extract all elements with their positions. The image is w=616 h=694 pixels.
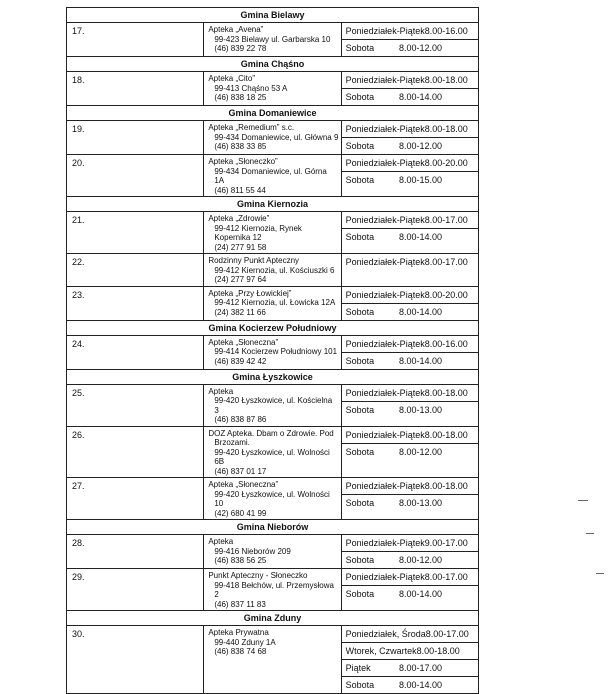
hours-time: 8.00-16.00 bbox=[424, 26, 468, 36]
opening-hours bbox=[341, 286, 478, 320]
gmina-header-row bbox=[67, 369, 479, 384]
hours-time: 8.00-18.00 bbox=[424, 429, 468, 440]
pharmacy-address: 99-416 Nieborów 209 bbox=[214, 546, 291, 556]
pharmacy-row bbox=[67, 384, 479, 426]
gmina-header-row bbox=[67, 611, 479, 626]
hours-time: 8.00-18.00 bbox=[424, 387, 468, 398]
hours-days: Sobota bbox=[345, 92, 375, 102]
pharmacy-hours-table bbox=[66, 7, 479, 694]
pharmacy-row bbox=[67, 569, 479, 611]
entry-number: 21. bbox=[67, 212, 204, 254]
hours-row bbox=[342, 303, 478, 320]
hours-row bbox=[342, 676, 478, 693]
pharmacy-row bbox=[67, 478, 479, 520]
hours-time: 8.00-17.00 bbox=[424, 572, 468, 582]
pharmacy-name: Apteka bbox=[208, 537, 234, 546]
pharmacy-phone: (46) 837 01 17 bbox=[214, 466, 267, 476]
gmina-title: Gmina Kocierzew Południowy bbox=[67, 320, 479, 335]
hours-time: 8.00-13.00 bbox=[398, 498, 442, 508]
hours-days: Poniedziałek-Piątek bbox=[345, 124, 425, 134]
hours-days: Sobota bbox=[345, 43, 375, 53]
hours-time: 8.00-17.00 bbox=[425, 629, 469, 639]
hours-row bbox=[342, 228, 478, 245]
gmina-title: Gmina Domaniewice bbox=[67, 106, 479, 121]
hours-row bbox=[342, 585, 478, 602]
pharmacy-row bbox=[67, 535, 479, 569]
pharmacy-address: 99-414 Kocierzew Południowy 101 bbox=[214, 347, 338, 356]
entry-number: 18. bbox=[67, 72, 204, 106]
pharmacy-address: 99-413 Chąśno 53 A bbox=[214, 83, 288, 93]
entry-number: 23. bbox=[67, 286, 204, 320]
pharmacy-address: 99-440 Zduny 1A bbox=[214, 637, 276, 647]
pharmacy-address: 99-412 Kiernozia, ul. Kościuszki 6 bbox=[214, 265, 335, 275]
pharmacy-address: 99-434 Domaniewice, ul. Górna 1A bbox=[214, 166, 327, 185]
hours-time: 8.00-13.00 bbox=[398, 404, 442, 415]
pharmacy-name: Apteka Prywatna bbox=[208, 628, 269, 637]
opening-hours bbox=[341, 426, 478, 478]
hours-days: Poniedziałek-Piątek bbox=[345, 75, 425, 85]
hours-row bbox=[342, 443, 478, 460]
hours-time: 8.00-12.00 bbox=[398, 555, 442, 565]
hours-row bbox=[342, 171, 478, 188]
pharmacy-phone: (46) 838 87 86 bbox=[214, 415, 267, 424]
pharmacy-details bbox=[204, 384, 341, 426]
pharmacy-phone: (46) 838 33 85 bbox=[214, 142, 267, 151]
hours-days: Poniedziałek-Piątek bbox=[345, 429, 425, 440]
gmina-header-row bbox=[67, 320, 479, 335]
hours-days: Sobota bbox=[345, 306, 375, 317]
entry-number: 29. bbox=[67, 569, 204, 611]
gmina-title: Gmina Kiernozia bbox=[67, 197, 479, 212]
pharmacy-phone: (42) 680 41 99 bbox=[214, 508, 267, 518]
hours-time: 8.00-12.00 bbox=[398, 446, 442, 457]
hours-row bbox=[342, 642, 478, 659]
pharmacy-address: 99-420 Łyszkowice, ul. Wolności 6B bbox=[214, 447, 330, 466]
gmina-title: Gmina Bielawy bbox=[67, 8, 479, 23]
hours-days: Poniedziałek-Piątek bbox=[345, 289, 425, 300]
gmina-header-row bbox=[67, 106, 479, 121]
hours-row bbox=[342, 336, 478, 352]
pharmacy-phone: (46) 838 18 25 bbox=[214, 93, 267, 102]
entry-number: 25. bbox=[67, 384, 204, 426]
entry-number: 30. bbox=[67, 626, 204, 694]
pharmacy-details bbox=[204, 535, 341, 569]
opening-hours bbox=[341, 335, 478, 369]
pharmacy-details bbox=[204, 569, 341, 611]
hours-days: Poniedziałek-Piątek bbox=[345, 26, 425, 36]
pharmacy-name: Apteka „Słoneczko” bbox=[208, 157, 278, 166]
opening-hours bbox=[341, 72, 478, 106]
pharmacy-details bbox=[204, 155, 341, 197]
opening-hours bbox=[341, 212, 478, 254]
hours-row bbox=[342, 659, 478, 676]
hours-row bbox=[342, 569, 478, 585]
pharmacy-details bbox=[204, 286, 341, 320]
hours-days: Poniedziałek-Piątek bbox=[345, 572, 425, 582]
opening-hours bbox=[341, 569, 478, 611]
pharmacy-name: Apteka „Przy Łowickiej” bbox=[208, 288, 292, 298]
hours-time: 8.00-18.00 bbox=[424, 75, 468, 85]
pharmacy-address: 99-420 Łyszkowice, ul. Kościelna 3 bbox=[214, 396, 333, 415]
pharmacy-details bbox=[204, 254, 341, 287]
hours-row bbox=[342, 551, 478, 568]
hours-time: 8.00-20.00 bbox=[424, 289, 468, 300]
gmina-header-row bbox=[67, 57, 479, 72]
hours-time: 8.00-16.00 bbox=[424, 338, 468, 349]
hours-row bbox=[342, 72, 478, 88]
hours-row bbox=[342, 23, 478, 39]
pharmacy-address: 99-412 Kiernozia, Rynek Kopernika 12 bbox=[214, 223, 302, 242]
hours-row bbox=[342, 121, 478, 137]
hours-days: Sobota bbox=[345, 141, 375, 151]
scan-mark bbox=[578, 500, 588, 501]
hours-row bbox=[342, 155, 478, 171]
scan-mark bbox=[586, 533, 594, 534]
pharmacy-row bbox=[67, 212, 479, 254]
pharmacy-address: 99-418 Bełchów, ul. Przemysłowa 2 bbox=[214, 580, 334, 599]
hours-time: 9.00-17.00 bbox=[424, 538, 468, 548]
hours-row bbox=[342, 212, 478, 228]
hours-days: Poniedziałek-Piątek bbox=[345, 481, 425, 491]
pharmacy-row bbox=[67, 23, 479, 57]
pharmacy-address: Brzozami. bbox=[214, 438, 250, 447]
hours-row bbox=[342, 254, 478, 270]
gmina-title: Gmina Chąśno bbox=[67, 57, 479, 72]
gmina-header-row bbox=[67, 197, 479, 212]
pharmacy-details bbox=[204, 72, 341, 106]
pharmacy-address: 99-423 Bielawy ul. Garbarska 10 bbox=[214, 34, 331, 44]
hours-time: 8.00-14.00 bbox=[398, 232, 442, 242]
pharmacy-row bbox=[67, 72, 479, 106]
hours-row bbox=[342, 287, 478, 303]
entry-number: 20. bbox=[67, 155, 204, 197]
gmina-title: Gmina Zduny bbox=[67, 611, 479, 626]
pharmacy-phone: (46) 839 22 78 bbox=[214, 44, 267, 53]
hours-time: 8.00-20.00 bbox=[424, 158, 468, 168]
entry-number: 17. bbox=[67, 23, 204, 57]
hours-days: Poniedziałek-Piątek bbox=[345, 257, 425, 267]
hours-days: Sobota bbox=[345, 404, 375, 415]
pharmacy-phone: (24) 277 91 58 bbox=[214, 242, 267, 252]
hours-days: Poniedziałek-Piątek bbox=[345, 215, 425, 225]
hours-days: Sobota bbox=[345, 232, 375, 242]
gmina-header-row bbox=[67, 520, 479, 535]
opening-hours bbox=[341, 384, 478, 426]
document-page bbox=[66, 7, 479, 694]
pharmacy-name: Apteka „Słoneczna” bbox=[208, 337, 279, 347]
hours-time: 8.00-14.00 bbox=[398, 680, 442, 690]
pharmacy-address: 99-420 Łyszkowice, ul. Wolności 10 bbox=[214, 489, 330, 508]
pharmacy-details bbox=[204, 121, 341, 155]
pharmacy-details bbox=[204, 426, 341, 478]
gmina-title: Gmina Nieborów bbox=[67, 520, 479, 535]
hours-days: Poniedziałek, Środa bbox=[345, 629, 426, 639]
pharmacy-phone: (24) 382 11 66 bbox=[214, 307, 266, 317]
opening-hours bbox=[341, 535, 478, 569]
pharmacy-name: Apteka „Zdrowie” bbox=[208, 214, 270, 223]
hours-row bbox=[342, 626, 478, 642]
pharmacy-phone: (46) 838 56 25 bbox=[214, 556, 267, 565]
pharmacy-details bbox=[204, 478, 341, 520]
opening-hours bbox=[341, 478, 478, 520]
pharmacy-address: 99-412 Kiernozia, ul. Łowicka 12A bbox=[214, 298, 336, 307]
hours-row bbox=[342, 535, 478, 551]
pharmacy-phone: (46) 838 74 68 bbox=[214, 647, 267, 656]
pharmacy-phone: (46) 837 11 83 bbox=[214, 599, 266, 609]
hours-days: Sobota bbox=[345, 446, 375, 457]
hours-time: 8.00-18.00 bbox=[424, 481, 468, 491]
hours-time: 8.00-18.00 bbox=[424, 124, 468, 134]
entry-number: 28. bbox=[67, 535, 204, 569]
hours-days: Poniedziałek-Piątek bbox=[345, 387, 425, 398]
entry-number: 22. bbox=[67, 254, 204, 287]
opening-hours bbox=[341, 155, 478, 197]
opening-hours bbox=[341, 23, 478, 57]
pharmacy-row bbox=[67, 121, 479, 155]
pharmacy-name: Apteka „Cito” bbox=[208, 74, 256, 83]
pharmacy-row bbox=[67, 335, 479, 369]
pharmacy-details bbox=[204, 212, 341, 254]
pharmacy-name: Apteka „Avena” bbox=[208, 25, 264, 34]
pharmacy-row bbox=[67, 286, 479, 320]
entry-number: 26. bbox=[67, 426, 204, 478]
opening-hours bbox=[341, 121, 478, 155]
pharmacy-name: Apteka „Słoneczna” bbox=[208, 480, 279, 489]
hours-row bbox=[342, 401, 478, 418]
pharmacy-address: 99-434 Domaniewice, ul. Główna 9 bbox=[214, 132, 339, 142]
hours-days: Sobota bbox=[345, 555, 375, 565]
pharmacy-name: Apteka bbox=[208, 386, 234, 396]
hours-days: Sobota bbox=[345, 589, 375, 599]
pharmacy-phone: (46) 839 42 42 bbox=[214, 356, 267, 366]
hours-time: 8.00-17.00 bbox=[424, 257, 468, 267]
hours-days: Wtorek, Czwartek bbox=[345, 646, 417, 656]
hours-days: Piątek bbox=[345, 663, 371, 673]
pharmacy-name: DOZ Apteka. Dbam o Zdrowie. Pod bbox=[208, 428, 334, 438]
hours-days: Poniedziałek-Piątek bbox=[345, 158, 425, 168]
hours-days: Sobota bbox=[345, 355, 375, 366]
gmina-title: Gmina Łyszkowice bbox=[67, 369, 479, 384]
scan-mark bbox=[596, 573, 604, 574]
hours-days: Poniedziałek-Piątek bbox=[345, 338, 425, 349]
hours-time: 8.00-14.00 bbox=[398, 92, 442, 102]
hours-time: 8.00-14.00 bbox=[398, 306, 442, 317]
hours-row bbox=[342, 352, 478, 369]
hours-row bbox=[342, 494, 478, 511]
opening-hours bbox=[341, 254, 478, 287]
hours-days: Poniedziałek-Piątek bbox=[345, 538, 425, 548]
entry-number: 19. bbox=[67, 121, 204, 155]
hours-time: 8.00-14.00 bbox=[398, 589, 442, 599]
entry-number: 24. bbox=[67, 335, 204, 369]
hours-row bbox=[342, 385, 478, 401]
hours-time: 8.00-12.00 bbox=[398, 141, 442, 151]
hours-row bbox=[342, 478, 478, 494]
pharmacy-phone: (24) 277 97 64 bbox=[214, 275, 267, 284]
hours-days: Sobota bbox=[345, 680, 375, 690]
hours-days: Sobota bbox=[345, 175, 375, 185]
pharmacy-phone: (46) 811 55 44 bbox=[214, 185, 266, 195]
pharmacy-name: Apteka „Remedium” s.c. bbox=[208, 123, 295, 132]
hours-row bbox=[342, 88, 478, 105]
hours-time: 8.00-17.00 bbox=[424, 215, 468, 225]
pharmacy-name: Rodzinny Punkt Apteczny bbox=[208, 256, 300, 265]
hours-row bbox=[342, 39, 478, 56]
hours-time: 8.00-14.00 bbox=[398, 355, 442, 366]
entry-number: 27. bbox=[67, 478, 204, 520]
hours-time: 8.00-18.00 bbox=[416, 646, 460, 656]
pharmacy-row bbox=[67, 254, 479, 287]
pharmacy-row bbox=[67, 426, 479, 478]
hours-time: 8.00-15.00 bbox=[398, 175, 442, 185]
hours-row bbox=[342, 427, 478, 443]
pharmacy-details bbox=[204, 335, 341, 369]
hours-row bbox=[342, 137, 478, 154]
pharmacy-row bbox=[67, 155, 479, 197]
hours-time: 8.00-12.00 bbox=[398, 43, 442, 53]
pharmacy-details bbox=[204, 23, 341, 57]
gmina-header-row bbox=[67, 8, 479, 23]
pharmacy-name: Punkt Apteczny - Słoneczko bbox=[208, 571, 308, 580]
hours-time: 8.00-17.00 bbox=[398, 663, 442, 673]
hours-days: Sobota bbox=[345, 498, 375, 508]
